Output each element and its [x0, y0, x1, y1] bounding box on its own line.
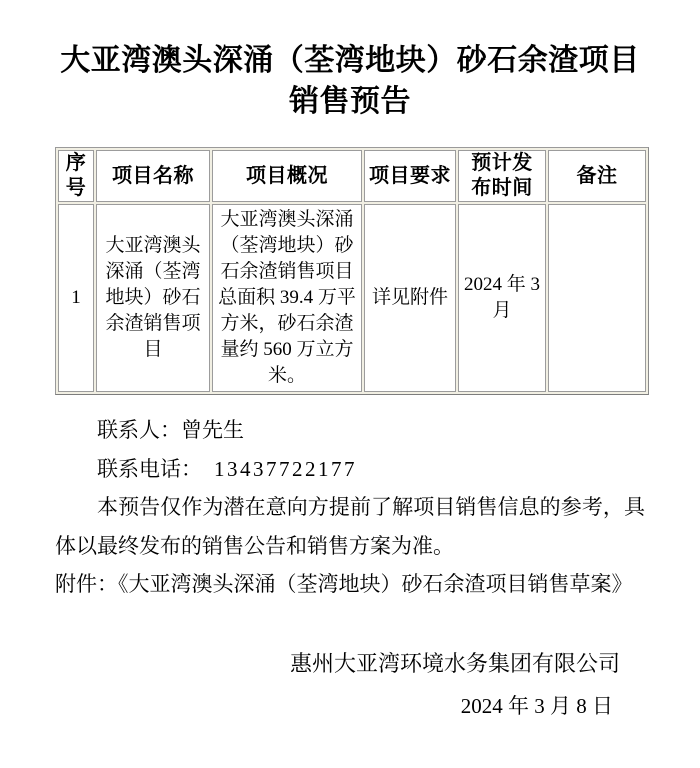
header-project-requirement: 项目要求: [364, 150, 456, 202]
contact-phone-value: 13437722177: [214, 456, 357, 481]
contact-phone-label: 联系电话：: [97, 456, 202, 481]
attachment-reference: 附件：《大亚湾澳头深涌（荃湾地块）砂石余渣项目销售草案》: [55, 572, 633, 596]
header-project-name: 项目名称: [96, 150, 210, 202]
page-title-line1: 大亚湾澳头深涌（荃湾地块）砂石余渣项目: [60, 44, 640, 77]
page-title: [55, 40, 645, 122]
disclaimer-paragraph: 本预告仅作为潜在意向方提前了解项目销售信息的参考，具体以最终发布的销售公告和销售方案为准。: [55, 495, 645, 558]
contact-person-line: [55, 411, 645, 450]
table-row: [58, 204, 646, 392]
cell-project-name: 大亚湾澳头深涌（荃湾地块）砂石余渣销售项目: [96, 204, 210, 392]
header-publish-time: 预计发布时间: [458, 150, 546, 202]
header-project-overview: 项目概况: [212, 150, 362, 202]
contact-phone-line: [55, 450, 645, 489]
cell-seq: 1: [58, 204, 94, 392]
issue-date: 2024 年 3 月 8 日: [460, 693, 613, 718]
cell-project-overview: 大亚湾澳头深涌（荃湾地块）砂石余渣销售项目总面积 39.4 万平方米，砂石余渣量约 560 万立方米。: [212, 204, 362, 392]
cell-publish-time: 2024 年 3 月: [458, 204, 546, 392]
cell-project-requirement: 详见附件: [364, 204, 456, 392]
contact-person-value: 曾先生: [181, 418, 244, 442]
issuer-company-name: 惠州大亚湾环境水务集团有限公司: [289, 650, 620, 676]
cell-remark: [548, 204, 646, 392]
page-title-line2: 销售预告: [289, 85, 411, 118]
contact-person-label: 联系人：: [97, 418, 181, 442]
project-notice-table: [55, 147, 649, 395]
table-header-row: [58, 150, 646, 202]
header-remark: 备注: [548, 150, 646, 202]
header-seq: 序号: [58, 150, 94, 202]
